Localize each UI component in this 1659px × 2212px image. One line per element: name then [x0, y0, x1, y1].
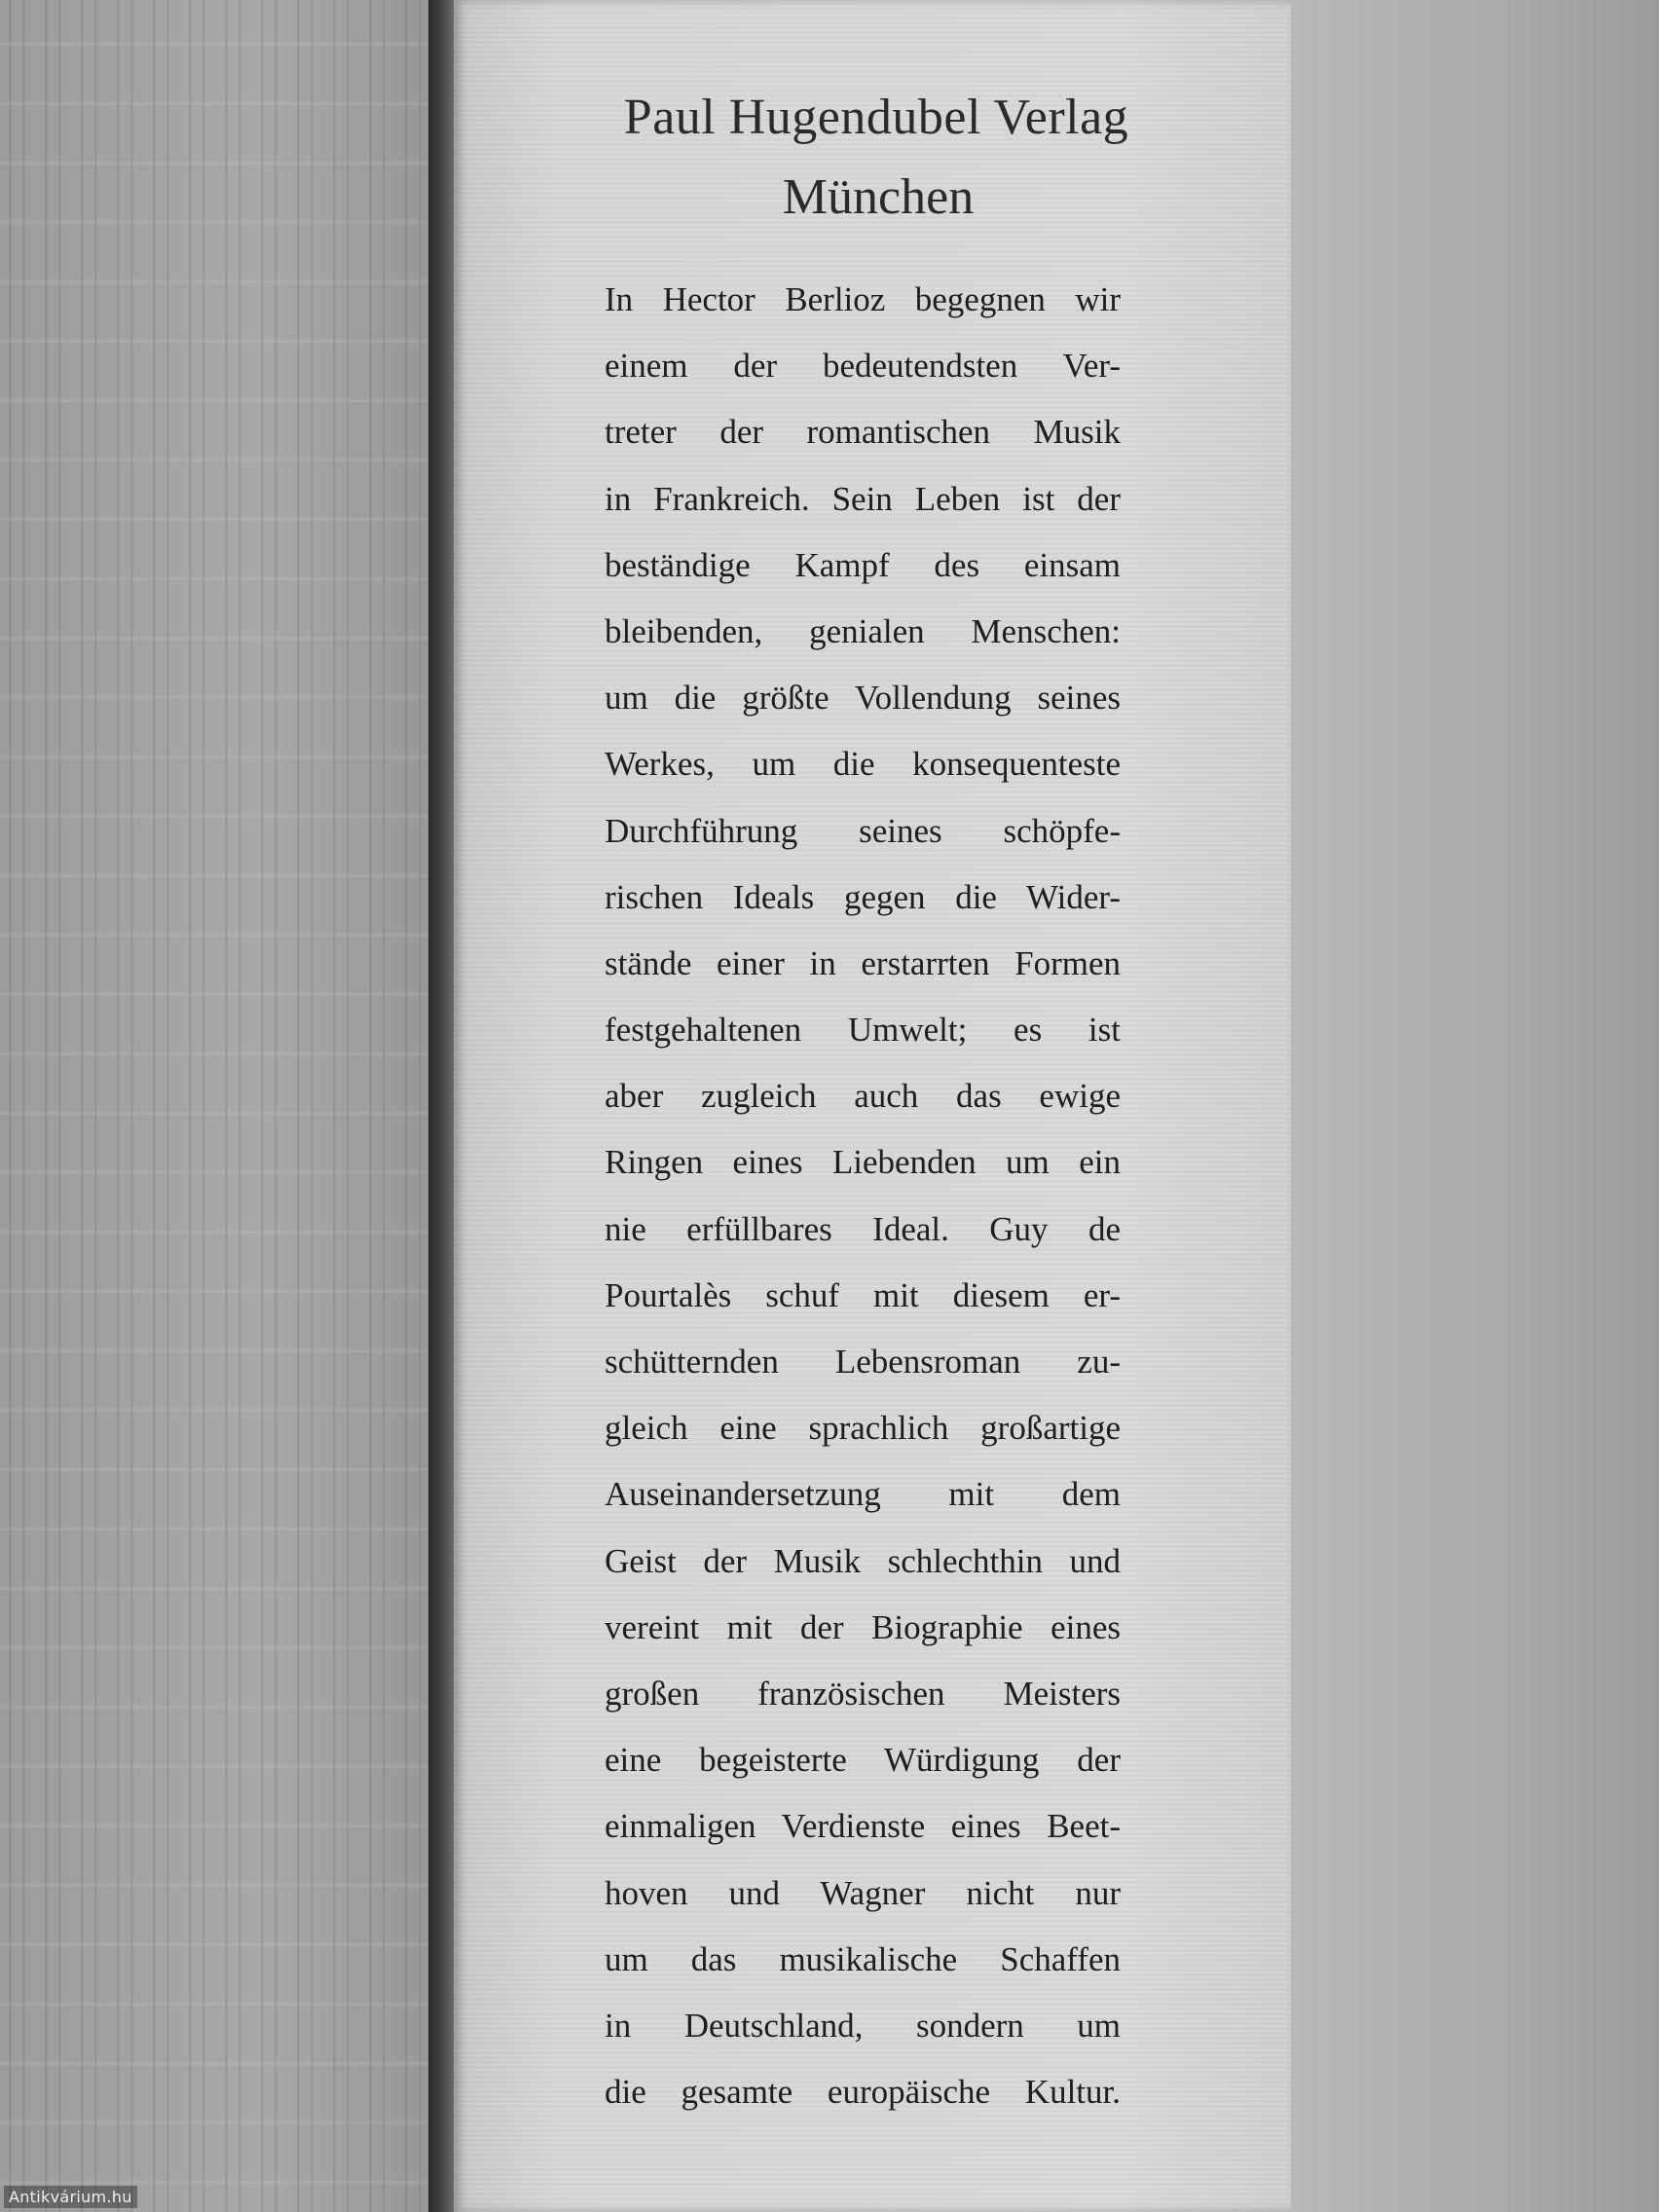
book-cover-left	[0, 0, 428, 2212]
blurb-line: stände einer in erstarrten Formen	[605, 943, 1121, 982]
spine-shadow	[428, 0, 456, 2212]
blurb-line: eine begeisterte Würdigung der	[605, 1741, 1121, 1780]
blurb-line: großen französischen Meisters	[605, 1674, 1121, 1713]
blurb-line: treter der romantischen Musik	[605, 413, 1121, 452]
blurb-line: Durchführung seines schöpfe-	[605, 811, 1121, 850]
blurb-line: Ringen eines Liebenden um ein	[605, 1143, 1121, 1182]
blurb-line: Geist der Musik schlechthin und	[605, 1541, 1121, 1580]
blurb-line: In Hector Berlioz begegnen wir	[605, 280, 1121, 318]
publisher-name: Paul Hugendubel Verlag	[623, 90, 1129, 145]
publisher-city: München	[782, 169, 975, 225]
blurb-line: Auseinandersetzung mit dem	[605, 1475, 1121, 1514]
background-page-right	[1291, 0, 1659, 2212]
blurb-line: schütternden Lebensroman zu-	[605, 1343, 1121, 1381]
blurb-line: beständige Kampf des einsam	[605, 545, 1121, 584]
blurb-line: einmaligen Verdienste eines Beet-	[605, 1807, 1121, 1846]
blurb-line: die gesamte europäische Kultur.	[605, 2073, 1121, 2112]
blurb-text	[605, 267, 1121, 2125]
blurb-line: aber zugleich auch das ewige	[605, 1077, 1121, 1116]
blurb-line: gleich eine sprachlich großartige	[605, 1409, 1121, 1448]
blurb-line: bleibenden, genialen Menschen:	[605, 611, 1121, 650]
publisher-header	[454, 80, 1291, 236]
blurb-line: hoven und Wagner nicht nur	[605, 1873, 1121, 1912]
blurb-line: nie erfüllbares Ideal. Guy de	[605, 1209, 1121, 1248]
blurb-line: in Deutschland, sondern um	[605, 2006, 1121, 2045]
blurb-line: in Frankreich. Sein Leben ist der	[605, 479, 1121, 518]
flyer-sheet	[454, 0, 1291, 2212]
blurb-line: festgehaltenen Umwelt; es ist	[605, 1011, 1121, 1050]
blurb-line: vereint mit der Biographie eines	[605, 1607, 1121, 1646]
watermark: Antikvárium.hu	[4, 2186, 137, 2208]
blurb-line: Werkes, um die konsequenteste	[605, 745, 1121, 784]
blurb-line: um das musikalische Schaffen	[605, 1939, 1121, 1978]
blurb-line: rischen Ideals gegen die Wider-	[605, 877, 1121, 916]
blurb-line: einem der bedeutendsten Ver-	[605, 347, 1121, 386]
blurb-line: Pourtalès schuf mit diesem er-	[605, 1275, 1121, 1314]
blurb-line: um die größte Vollendung seines	[605, 679, 1121, 718]
